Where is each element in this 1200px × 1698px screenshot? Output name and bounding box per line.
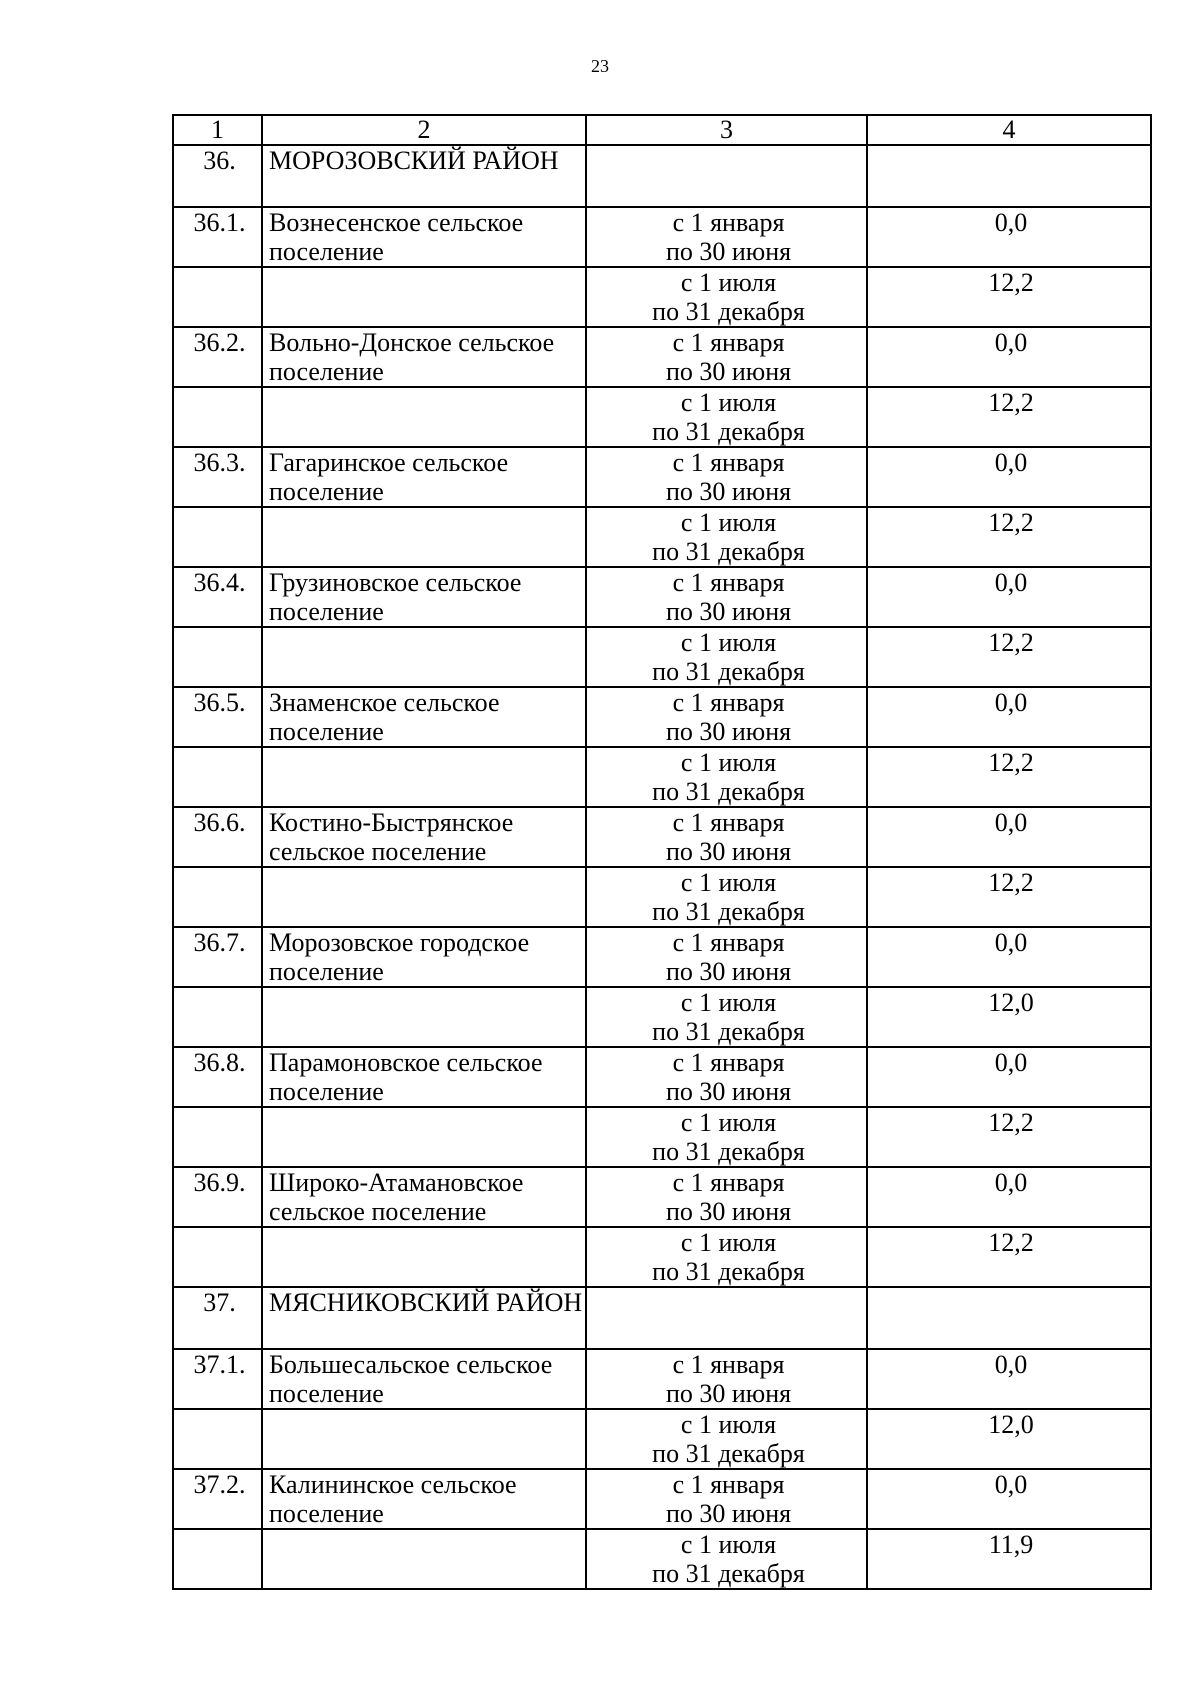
row-number: 36.5.	[173, 687, 262, 747]
period-cell	[586, 447, 867, 507]
header-row	[173, 115, 1151, 145]
period-from: с 1 июля	[680, 1530, 777, 1559]
row-number	[173, 507, 262, 567]
table-row	[173, 267, 1151, 327]
row-number	[173, 1409, 262, 1469]
period-from: с 1 января	[672, 928, 785, 957]
period-from: с 1 января	[672, 1048, 785, 1077]
period-cell	[586, 387, 867, 447]
period-from: с 1 января	[672, 328, 785, 357]
period-to: по 31 декабря	[652, 297, 805, 326]
period-cell	[586, 327, 867, 387]
table-row	[173, 807, 1151, 867]
period-from: с 1 июля	[680, 268, 777, 297]
rate-value	[867, 145, 1151, 207]
column-header-3: 3	[586, 115, 867, 145]
district-row	[173, 145, 1151, 207]
settlement-name	[262, 627, 586, 687]
period-cell	[586, 1227, 867, 1287]
period-from: с 1 июля	[680, 1108, 777, 1137]
row-number: 36.1.	[173, 207, 262, 267]
row-number	[173, 627, 262, 687]
table-row	[173, 747, 1151, 807]
table-row	[173, 1107, 1151, 1167]
table-body	[173, 145, 1151, 1589]
row-number	[173, 987, 262, 1047]
period-to: по 30 июня	[665, 357, 792, 386]
district-name: МОРОЗОВСКИЙ РАЙОН	[262, 145, 586, 207]
period-from: с 1 июля	[680, 388, 777, 417]
period-from: с 1 июля	[680, 508, 777, 537]
period-from: с 1 января	[672, 448, 785, 477]
rate-value: 11,9	[867, 1529, 1151, 1589]
rate-value	[867, 1287, 1151, 1349]
rate-value: 0,0	[867, 687, 1151, 747]
row-number	[173, 1107, 262, 1167]
period-from: с 1 июля	[680, 988, 777, 1017]
period-to: по 30 июня	[665, 837, 792, 866]
row-number	[173, 267, 262, 327]
column-header-2: 2	[262, 115, 586, 145]
rate-value: 12,2	[867, 267, 1151, 327]
settlement-name	[262, 1107, 586, 1167]
settlement-name	[262, 1529, 586, 1589]
rate-value: 0,0	[867, 1167, 1151, 1227]
period-to: по 31 декабря	[652, 1137, 805, 1166]
row-number: 36.3.	[173, 447, 262, 507]
rate-value: 0,0	[867, 567, 1151, 627]
table-row	[173, 867, 1151, 927]
table-row	[173, 1167, 1151, 1227]
period-to: по 31 декабря	[652, 777, 805, 806]
period-cell	[586, 145, 867, 207]
period-cell	[586, 567, 867, 627]
table-row	[173, 327, 1151, 387]
table-row	[173, 207, 1151, 267]
period-from: с 1 января	[672, 688, 785, 717]
period-cell	[586, 807, 867, 867]
period-to: по 31 декабря	[652, 417, 805, 446]
period-to: по 30 июня	[665, 957, 792, 986]
row-number: 37.	[173, 1287, 262, 1349]
period-cell	[586, 507, 867, 567]
period-from: с 1 января	[672, 568, 785, 597]
period-to: по 31 декабря	[652, 1439, 805, 1468]
table-row	[173, 1469, 1151, 1529]
rate-value: 0,0	[867, 927, 1151, 987]
period-cell	[586, 747, 867, 807]
period-from: с 1 июля	[680, 1410, 777, 1439]
row-number	[173, 387, 262, 447]
period-to: по 30 июня	[665, 1077, 792, 1106]
period-cell	[586, 1167, 867, 1227]
rate-value: 12,0	[867, 1409, 1151, 1469]
period-cell	[586, 1287, 867, 1349]
period-to: по 30 июня	[665, 1499, 792, 1528]
row-number	[173, 747, 262, 807]
period-cell	[586, 987, 867, 1047]
settlement-name: Морозовское городское поселение	[262, 927, 586, 987]
period-to: по 31 декабря	[652, 1017, 805, 1046]
rate-value: 0,0	[867, 447, 1151, 507]
rate-value: 12,2	[867, 867, 1151, 927]
period-to: по 31 декабря	[652, 1559, 805, 1588]
column-header-1: 1	[173, 115, 262, 145]
table-row	[173, 1349, 1151, 1409]
settlement-name: Грузиновское сельское поселение	[262, 567, 586, 627]
settlement-name	[262, 747, 586, 807]
period-from: с 1 июля	[680, 628, 777, 657]
period-cell	[586, 687, 867, 747]
tariff-table	[172, 114, 1152, 1590]
rate-value: 0,0	[867, 807, 1151, 867]
table-row	[173, 1529, 1151, 1589]
period-cell	[586, 1349, 867, 1409]
row-number	[173, 867, 262, 927]
period-from: с 1 июля	[680, 748, 777, 777]
table-row	[173, 927, 1151, 987]
settlement-name: Гагаринское сельское поселение	[262, 447, 586, 507]
period-to: по 30 июня	[665, 717, 792, 746]
row-number	[173, 1529, 262, 1589]
settlement-name: Большесальское сельское поселение	[262, 1349, 586, 1409]
period-cell	[586, 867, 867, 927]
period-cell	[586, 1469, 867, 1529]
settlement-name	[262, 867, 586, 927]
page-number: 23	[591, 56, 609, 76]
settlement-name: Калининское сельское поселение	[262, 1469, 586, 1529]
column-header-4: 4	[867, 115, 1151, 145]
period-cell	[586, 627, 867, 687]
rate-value: 12,2	[867, 1107, 1151, 1167]
row-number: 36.9.	[173, 1167, 262, 1227]
rate-value: 12,2	[867, 387, 1151, 447]
period-cell	[586, 1409, 867, 1469]
period-from: с 1 июля	[680, 868, 777, 897]
table-row	[173, 1227, 1151, 1287]
period-cell	[586, 1107, 867, 1167]
period-from: с 1 января	[672, 208, 785, 237]
period-from: с 1 января	[672, 1470, 785, 1499]
period-to: по 31 декабря	[652, 897, 805, 926]
table-row	[173, 567, 1151, 627]
row-number: 36.4.	[173, 567, 262, 627]
period-cell	[586, 1047, 867, 1107]
row-number: 36.2.	[173, 327, 262, 387]
settlement-name	[262, 1227, 586, 1287]
table-row	[173, 627, 1151, 687]
row-number: 36.8.	[173, 1047, 262, 1107]
settlement-name	[262, 507, 586, 567]
period-cell	[586, 267, 867, 327]
period-from: с 1 июля	[680, 1228, 777, 1257]
rate-value: 12,0	[867, 987, 1151, 1047]
table-header	[173, 115, 1151, 145]
row-number: 36.6.	[173, 807, 262, 867]
row-number: 37.2.	[173, 1469, 262, 1529]
settlement-name: Парамоновское сельское поселение	[262, 1047, 586, 1107]
table-row	[173, 447, 1151, 507]
settlement-name	[262, 1409, 586, 1469]
rate-value: 0,0	[867, 1047, 1151, 1107]
period-to: по 30 июня	[665, 477, 792, 506]
row-number	[173, 1227, 262, 1287]
table-row	[173, 507, 1151, 567]
settlement-name	[262, 987, 586, 1047]
period-cell	[586, 207, 867, 267]
period-to: по 30 июня	[665, 1379, 792, 1408]
settlement-name	[262, 387, 586, 447]
settlement-name: Костино-Быстрянское сельское поселение	[262, 807, 586, 867]
period-cell	[586, 927, 867, 987]
settlement-name: Широко-Атамановское сельское поселение	[262, 1167, 586, 1227]
rate-value: 0,0	[867, 1349, 1151, 1409]
settlement-name: Вольно-Донское сельское поселение	[262, 327, 586, 387]
table-row	[173, 987, 1151, 1047]
period-from: с 1 января	[672, 808, 785, 837]
rate-value: 12,2	[867, 747, 1151, 807]
rate-value: 12,2	[867, 507, 1151, 567]
settlement-name	[262, 267, 586, 327]
rate-value: 0,0	[867, 207, 1151, 267]
district-row	[173, 1287, 1151, 1349]
table-row	[173, 1047, 1151, 1107]
period-to: по 30 июня	[665, 597, 792, 626]
rate-value: 12,2	[867, 627, 1151, 687]
row-number: 36.7.	[173, 927, 262, 987]
district-name: МЯСНИКОВСКИЙ РАЙОН	[262, 1287, 586, 1349]
period-to: по 30 июня	[665, 1197, 792, 1226]
period-to: по 30 июня	[665, 237, 792, 266]
rate-value: 0,0	[867, 327, 1151, 387]
row-number: 37.1.	[173, 1349, 262, 1409]
period-to: по 31 декабря	[652, 1257, 805, 1286]
period-from: с 1 января	[672, 1168, 785, 1197]
row-number: 36.	[173, 145, 262, 207]
period-to: по 31 декабря	[652, 657, 805, 686]
period-from: с 1 января	[672, 1350, 785, 1379]
rate-value: 0,0	[867, 1469, 1151, 1529]
settlement-name: Вознесенское сельское поселение	[262, 207, 586, 267]
table-row	[173, 1409, 1151, 1469]
rate-value: 12,2	[867, 1227, 1151, 1287]
table-row	[173, 687, 1151, 747]
period-cell	[586, 1529, 867, 1589]
settlement-name: Знаменское сельское поселение	[262, 687, 586, 747]
table-row	[173, 387, 1151, 447]
period-to: по 31 декабря	[652, 537, 805, 566]
